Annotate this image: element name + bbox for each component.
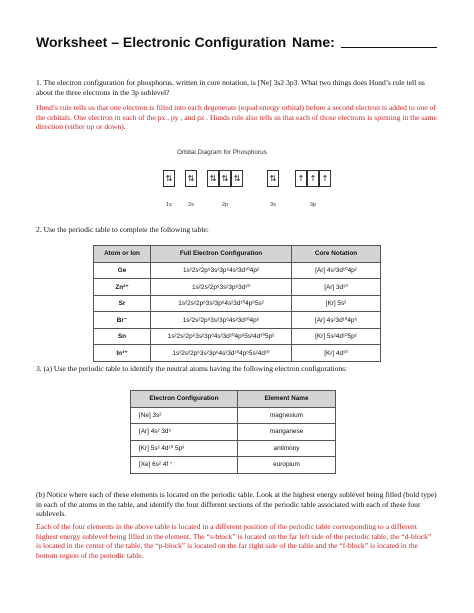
table-header-row (94, 246, 381, 263)
question-1-text: 1. The electron configuration for phosphorus, written in core notation, is [Ne] 3s2 3p3. What two things does Hund’s rule tell us about the three electrons in the 3p sublevel? (36, 78, 425, 97)
configuration-cell: [Ar] 4s² 3d⁵ (131, 424, 238, 441)
orbital-box-1s: ⇅ (163, 170, 175, 187)
core-notation-cell: [Kr] 5s²4d¹⁰5p² (292, 328, 381, 345)
full-config-cell: 1s²2s²2p⁶3s²3p⁶4s²3d¹⁰4p² (151, 262, 292, 279)
atom-cell: Br⁻ (94, 312, 151, 329)
element-name-cell: antimony (238, 440, 336, 457)
configuration-cell: [Ne] 3s² (131, 407, 238, 424)
orbital-box-2p-y: ⇅ (219, 170, 231, 187)
question-3a-text: 3. (a) Use the periodic table to identify the neutral atoms having the following electron configurations: (36, 364, 348, 373)
atom-cell: Sr (94, 295, 151, 312)
question-1-answer: Hund’s rule tells us that one electron is filled into each degenerate (equal energy orbital) before a second electron is added to one of the orbitals. One electron in each of the px , py , and pz . Hunds rule also tells us that each of those electrons is spinning in the same direction (either up or down). (36, 103, 437, 132)
full-config-cell: 1s²2s²2p⁶3s²3p⁶3d¹⁰ (151, 279, 292, 296)
full-config-cell: 1s²2s²2p⁶3s²3p⁶4s²3d¹⁰4p⁶ (151, 312, 292, 329)
header-element-name: Element Name (238, 391, 336, 408)
orbital-box-3p-x: ↑ (295, 170, 307, 187)
name-label: Name: (292, 34, 335, 50)
electron-configuration-table (93, 245, 381, 362)
orbital-box-2p-x: ⇅ (207, 170, 219, 187)
orbital-diagram-title: Orbital Diagram for Phosphorus (177, 149, 267, 156)
configuration-cell: [Kr] 5s² 4d¹⁰ 5p³ (131, 440, 238, 457)
table-row (131, 457, 336, 474)
core-notation-cell: [Ar] 4s²3d¹⁰4p² (292, 262, 381, 279)
table-row (94, 328, 381, 345)
full-config-cell: 1s²2s²2p⁶3s²3p⁶4s²3d¹⁰4p⁶5s²4d¹⁰ (151, 345, 292, 362)
header-full-configuration: Full Electron Configuration (151, 246, 292, 263)
element-name-cell: magnesium (238, 407, 336, 424)
orbital-box-3p-z: ↑ (319, 170, 331, 187)
atom-cell: In³⁺ (94, 345, 151, 362)
orbital-box-3p-y: ↑ (307, 170, 319, 187)
full-config-cell: 1s²2s²2p⁶3s²3p⁶4s²3d¹⁰4p⁶5s² (151, 295, 292, 312)
configuration-cell: [Xe] 6s² 4f ⁷ (131, 457, 238, 474)
table-row (131, 407, 336, 424)
element-identification-table (130, 390, 336, 474)
orbital-label-3p: 3p (309, 202, 317, 208)
orbital-box-2s: ⇅ (185, 170, 197, 187)
question-2-text: 2. Use the periodic table to complete the following table: (36, 225, 209, 234)
atom-cell: Sn (94, 328, 151, 345)
table-row (94, 279, 381, 296)
table-row (94, 295, 381, 312)
orbital-label-2p: 2p (221, 202, 229, 208)
table-row (94, 345, 381, 362)
table-row (94, 262, 381, 279)
header-atom-or-ion: Atom or Ion (94, 246, 151, 263)
element-name-cell: europium (238, 457, 336, 474)
full-config-cell: 1s²2s²2p⁶3s²3p⁶4s²3d¹⁰4p⁶5s²4d¹⁰5p² (151, 328, 292, 345)
core-notation-cell: [Kr] 5s² (292, 295, 381, 312)
table-row (94, 312, 381, 329)
question-3b-answer: Each of the four elements in the above table is located in a different position of the periodic table corresponding to a different highest energy sublevel being filled in the element. The “s-block” is located on the far left side of the periodic table, the “d-block” is located in the center of the table, the “p-block” is located on the far right side of the table and the “f-block” is located in the bottom region of the periodic table. (36, 522, 432, 560)
table-header-row (131, 391, 336, 408)
worksheet-title: Worksheet – Electronic Configuration (36, 34, 287, 50)
table-row (131, 424, 336, 441)
question-3b-text: (b) Notice where each of these elements is located on the periodic table. Look at the highest energy sublevel being filled (bold type) in each of the atoms in the table, and identify the four different sections of the periodic table associated with each of these four sublevels. (36, 490, 437, 519)
core-notation-cell: [Ar] 4s²3d¹⁰4p⁶ (292, 312, 381, 329)
orbital-diagram (163, 170, 363, 210)
orbital-label-2s: 2s (188, 202, 194, 208)
orbital-box-3s: ⇅ (267, 170, 279, 187)
orbital-label-1s: 1s (166, 202, 172, 208)
atom-cell: Zn²⁺ (94, 279, 151, 296)
header-electron-configuration: Electron Configuration (131, 391, 238, 408)
core-notation-cell: [Kr] 4d¹⁰ (292, 345, 381, 362)
orbital-box-2p-z: ⇅ (231, 170, 243, 187)
core-notation-cell: [Ar] 3d¹⁰ (292, 279, 381, 296)
element-name-cell: manganese (238, 424, 336, 441)
atom-cell: Ge (94, 262, 151, 279)
table-row (131, 440, 336, 457)
name-blank-line[interactable] (341, 47, 437, 48)
header-core-notation: Core Notation (292, 246, 381, 263)
orbital-label-3s: 3s (270, 202, 276, 208)
